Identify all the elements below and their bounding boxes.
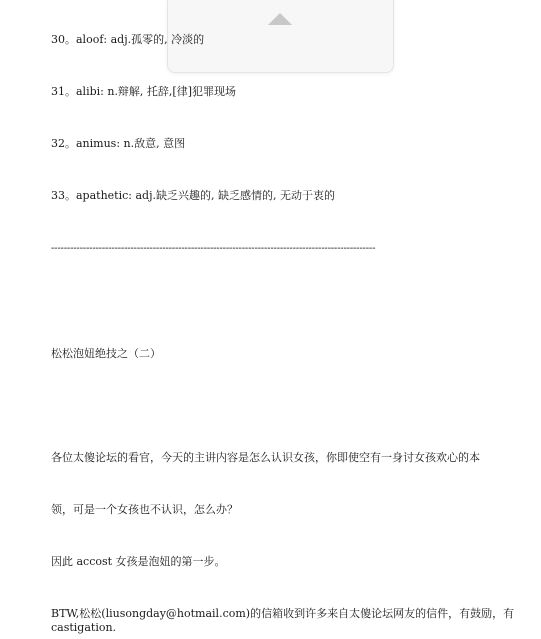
article-paragraph-2: 领，可是一个女孩也不认识，怎么办？: [51, 503, 238, 516]
article-paragraph-1: 各位太傻论坛的看官，今天的主讲内容是怎么认识女孩，你即使空有一身讨女孩欢心的本: [51, 451, 480, 464]
divider-line: ------------------------------------------------------------------------------------------------------: [51, 243, 376, 254]
article-paragraph-3: 因此 accost 女孩是泡妞的第一步。: [51, 555, 226, 568]
scroll-up-arrow-icon[interactable]: [268, 13, 292, 25]
article-title: 松松泡妞绝技之（二）: [51, 347, 161, 360]
vocab-entry-32: 32。animus: n.敌意, 意图: [51, 137, 186, 150]
vocab-entry-30: 30。aloof: adj.孤零的, 冷淡的: [51, 33, 205, 46]
vocab-entry-31: 31。alibi: n.辩解, 托辞,[律]犯罪现场: [51, 85, 237, 98]
vocab-entry-33: 33。apathetic: adj.缺乏兴趣的, 缺乏感情的, 无动于衷的: [51, 189, 335, 202]
article-paragraph-4: BTW,松松(liusongday@hotmail.com)的信箱收到许多来自太傻论坛网友的信件，有鼓励，有 castigation.: [51, 607, 515, 634]
